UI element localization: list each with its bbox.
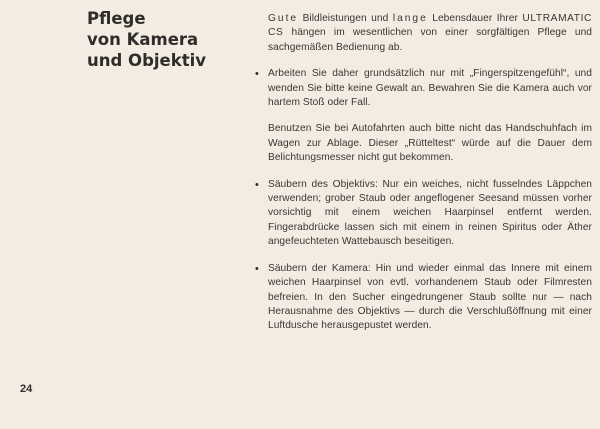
intro-spaced-word-gute: Gute xyxy=(268,13,299,24)
intro-text-b: Lebensdauer Ihrer xyxy=(427,13,523,24)
intro-paragraph xyxy=(268,12,592,55)
heading-line-2: von Kamera xyxy=(87,30,199,49)
paragraph-car-storage xyxy=(268,122,592,165)
paragraph-handling xyxy=(255,67,592,110)
bullet-icon: • xyxy=(255,262,259,275)
bullet-icon: • xyxy=(255,178,259,191)
intro-spaced-word-lange: lange xyxy=(392,13,428,24)
paragraph-handling-text: Arbeiten Sie daher grundsätzlich nur mit „Fingerspitzengefühl“, und wenden Sie bitte keine Gewalt an. Bewahren Sie die Kamera auch vor hartem Stoß oder Fall. xyxy=(268,68,592,109)
heading-line-3: und Objektiv xyxy=(87,51,207,70)
paragraph-car-storage-text: Benutzen Sie bei Autofahrten auch bitte nicht das Handschuhfach im Wagen zur Ablage. Dieser „Rütteltest“ würde auf die Dauer dem Belichtungsmesser nicht gut bekommen. xyxy=(268,123,592,164)
paragraph-camera-cleaning-text: Säubern der Kamera: Hin und wieder einmal das Innere mit einem weichen Haarpinsel von evtl. vorhandenem Staub oder Filmresten befreien. In den Sucher eingedrungener Staub sollte nur — nach Herausnahme des Objektivs — durch die Verschlußöffnung mit einer Luftdusche herausgepustet werden. xyxy=(268,262,592,332)
bullet-icon: • xyxy=(255,68,259,81)
paragraph-lens-cleaning xyxy=(255,178,592,250)
heading-line-1: Pflege xyxy=(87,9,146,28)
page-number: 24 xyxy=(20,383,33,395)
body-column xyxy=(255,12,592,346)
intro-text-a: Bildleistungen und xyxy=(298,13,393,24)
paragraph-camera-cleaning xyxy=(255,262,592,334)
intro-text-c: hängen im wesentlichen von einer sorgfältigen Pflege und sachgemäßen Bedienung ab. xyxy=(268,27,592,53)
section-heading xyxy=(87,8,247,71)
paragraph-lens-cleaning-text: Säubern des Objektivs: Nur ein weiches, nicht fusselndes Läppchen verwenden; grober Staub oder angeflogener Seesand müssen vorher vorsichtig mit einem weichen Haarpinsel entfernt werden. Fingerabdrücke lassen sich mit einem in reinen Spiritus oder Äther angefeuchteten Wattebausch beseitigen. xyxy=(268,178,592,248)
camera-model-name: ULTRAMATIC CS xyxy=(268,13,592,39)
